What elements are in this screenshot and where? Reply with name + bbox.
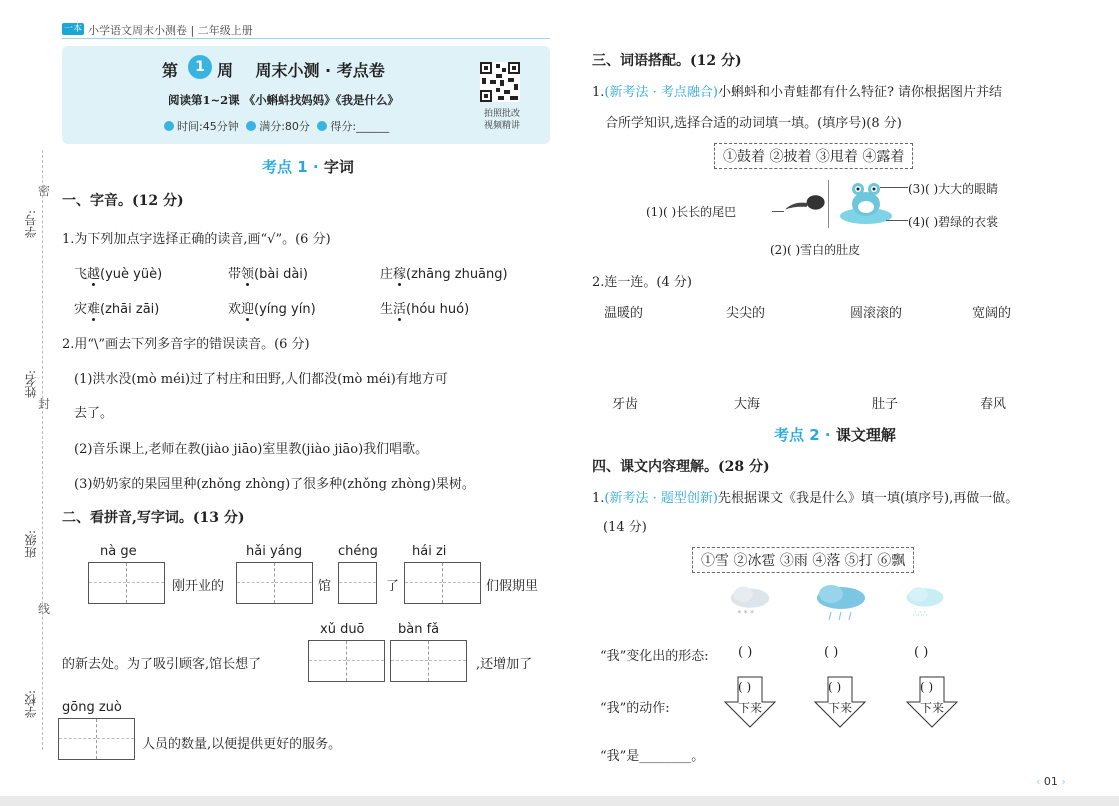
frog-illustration (836, 176, 896, 226)
section-1-title: 一、字音。(12 分) (62, 193, 184, 209)
snow-cloud-icon (726, 582, 774, 622)
arrow-blank-3[interactable]: ( ) (920, 680, 934, 694)
margin-label-name: 姓名: (24, 370, 38, 399)
polyphone-sentence-1b: 去了。 (74, 406, 114, 421)
write-grid-xuduo[interactable] (308, 640, 385, 682)
week-number-badge: 1 (188, 55, 212, 79)
divider-line (828, 180, 829, 228)
water-options-box: ①雪 ②冰雹 ③雨 ④落 ⑤打 ⑥飘 (692, 547, 914, 573)
pinyin-haizi: hái zi (412, 544, 447, 559)
prev-page-icon: ‹ (1036, 775, 1041, 788)
pinyin-choice-4[interactable]: 灾难(zhāi zāi) (74, 302, 160, 317)
section-3-q1-cont: 合所学知识,选择合适的动词填一填。(填序号)(8 分) (605, 116, 902, 131)
feature-blank-4[interactable]: (4)( )碧绿的衣裳 (908, 215, 999, 229)
polyphone-sentence-1a[interactable]: (1)洪水没(mò méi)过了村庄和田野,人们都没(mò méi)有地方可 (74, 372, 448, 387)
fill-text-3: 了 (386, 579, 400, 594)
form-blank-2[interactable]: ( ) (824, 645, 839, 660)
form-label: “我”变化出的形态: (600, 649, 709, 664)
margin-label-student-id: 学号: (24, 210, 38, 239)
write-grid-nage[interactable] (88, 562, 165, 604)
pinyin-choice-6[interactable]: 生活(hóu huó) (380, 302, 470, 317)
kaodian-2-heading: 考点 2 · 课文理解 (774, 426, 896, 444)
week-title: 第 周 周末小测 · 考点卷 (162, 61, 385, 80)
match-top-1[interactable]: 温暖的 (604, 306, 644, 321)
polyphone-sentence-2[interactable]: (2)音乐课上,老师在教(jiào jiāo)室里教(jiào jiāo)我们唱歌。 (74, 442, 429, 457)
write-grid-haiyang[interactable] (236, 562, 313, 604)
exam-info: 时间:45分钟 满分:80分 得分:______ (160, 118, 389, 134)
arrow-label-3: 下来 (920, 701, 945, 715)
cut-mark-line: 线 (38, 602, 51, 616)
pointer-line-3 (880, 187, 908, 188)
qr-caption: 拍照批改 视频精讲 (483, 109, 520, 131)
is-label: “我”是________。 (600, 749, 705, 764)
section-1-q2: 2.用“\”画去下列多音字的错误读音。(6 分) (62, 337, 310, 352)
margin-label-class: 班级: (24, 530, 38, 559)
cut-mark-seal: 密 (38, 184, 51, 198)
star-icon (246, 121, 256, 131)
next-page-icon: › (1061, 775, 1066, 788)
margin-label-school: 学校: (24, 690, 38, 719)
lesson-range: 阅读第1~2课 《小蝌蚪找妈妈》《我是什么》 (168, 93, 399, 107)
match-top-3[interactable]: 圆滚滚的 (850, 306, 903, 321)
pointer-line-4 (886, 220, 908, 221)
section-3-q2: 2.连一连。(4 分) (592, 275, 692, 290)
arrow-blank-1[interactable]: ( ) (738, 680, 752, 694)
pinyin-xuduo: xǔ duō (320, 622, 365, 637)
pinyin-nage: nà ge (100, 544, 137, 559)
action-label: “我”的动作: (600, 701, 670, 716)
pen-icon (317, 121, 327, 131)
pinyin-gongzuo: gōng zuò (62, 700, 122, 715)
page-number: ‹ 01 › (1036, 775, 1066, 788)
fill-text-2: 馆 (318, 579, 332, 594)
pinyin-choice-2[interactable]: 带领(bài dài) (228, 267, 308, 282)
pinyin-haiyang: hǎi yáng (246, 544, 303, 559)
match-bottom-2[interactable]: 大海 (734, 397, 761, 412)
arrow-label-2: 下来 (828, 701, 853, 715)
write-grid-cheng[interactable] (338, 562, 377, 604)
rain-cloud-icon (808, 582, 870, 622)
section-3-q1: 1.(新考法 · 考点融合)小蝌蚪和小青蛙都有什么特征? 请你根据图片并结 (592, 85, 1003, 100)
pointer-line-1 (772, 211, 784, 212)
binding-line (42, 150, 43, 750)
fill-text-6: ,还增加了 (476, 657, 533, 672)
fill-text-7: 人员的数量,以便提供更好的服务。 (142, 737, 342, 752)
is-blank[interactable]: ________。 (639, 749, 705, 764)
kaodian-1-heading: 考点 1 · 字词 (262, 158, 354, 176)
feature-blank-1[interactable]: (1)( )长长的尾巴 (646, 205, 737, 219)
match-bottom-3[interactable]: 肚子 (872, 397, 899, 412)
write-grid-haizi[interactable] (404, 562, 481, 604)
section-3-title: 三、词语搭配。(12 分) (592, 53, 742, 69)
form-blank-3[interactable]: ( ) (914, 645, 929, 660)
cut-mark-seal2: 封 (38, 397, 51, 411)
feature-blank-3[interactable]: (3)( )大大的眼睛 (908, 182, 999, 196)
section-4-q1-score: (14 分) (603, 520, 647, 535)
fill-text-5: 的新去处。为了吸引顾客,馆长想了 (62, 657, 262, 672)
match-bottom-1[interactable]: 牙齿 (612, 397, 639, 412)
section-4-q1: 1.(新考法 · 题型创新)先根据课文《我是什么》填一填(填序号),再做一做。 (592, 491, 1019, 506)
match-top-4[interactable]: 宽阔的 (972, 306, 1012, 321)
polyphone-sentence-3[interactable]: (3)奶奶家的果园里种(zhǒng zhòng)了很多种(zhǒng zhòng)果树。 (74, 477, 475, 492)
header-rule (62, 38, 550, 39)
arrow-blank-2[interactable]: ( ) (828, 680, 842, 694)
match-bottom-4[interactable]: 春风 (980, 397, 1007, 412)
svg-text:∴∴∴: ∴∴∴ (913, 608, 928, 618)
pinyin-choice-5[interactable]: 欢迎(yíng yín) (228, 302, 316, 317)
hail-cloud-icon (902, 582, 948, 622)
section-2-title: 二、看拼音,写字词。(13 分) (62, 510, 245, 526)
verb-options-box: ①鼓着 ②披着 ③甩着 ④露着 (714, 143, 913, 169)
pinyin-choice-3[interactable]: 庄稼(zhāng zhuāng) (380, 267, 508, 282)
qr-code-icon[interactable] (480, 62, 520, 102)
clock-icon (164, 121, 174, 131)
book-title: 小学语文周末小测卷 | 二年级上册 (88, 24, 253, 37)
arrow-label-1: 下来 (738, 701, 763, 715)
feature-blank-2[interactable]: (2)( )雪白的肚皮 (770, 243, 861, 257)
write-grid-gongzuo[interactable] (58, 718, 135, 760)
pinyin-banfa: bàn fǎ (398, 622, 440, 637)
fill-text-1: 刚开业的 (172, 579, 225, 594)
brand-logo: 一本 (63, 24, 82, 34)
tadpole-illustration (774, 188, 832, 224)
form-blank-1[interactable]: ( ) (738, 645, 753, 660)
fill-text-4: 们假期里 (486, 579, 539, 594)
match-top-2[interactable]: 尖尖的 (726, 306, 766, 321)
pinyin-choice-1[interactable]: 飞越(yuè yüè) (74, 267, 163, 282)
page-bottom-edge (0, 796, 1119, 806)
write-grid-banfa[interactable] (390, 640, 467, 682)
svg-text:* * *: * * * (737, 608, 754, 618)
section-1-q1: 1.为下列加点字选择正确的读音,画“√”。(6 分) (62, 232, 331, 247)
pinyin-cheng: chéng (338, 544, 378, 559)
section-4-title: 四、课文内容理解。(28 分) (592, 459, 770, 475)
